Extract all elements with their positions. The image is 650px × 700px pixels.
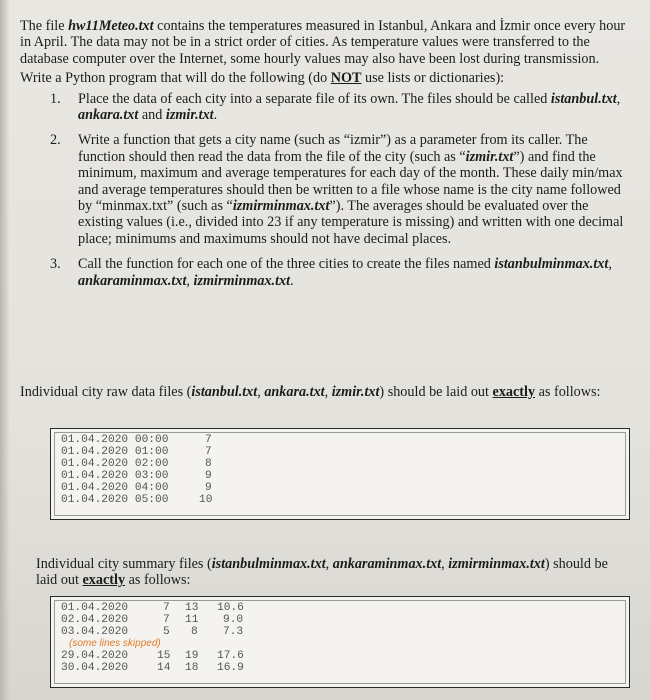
item-number: 3. [50, 256, 61, 273]
label-text: , [257, 384, 265, 400]
summary-files-label [36, 556, 630, 589]
item-text: , [608, 256, 612, 273]
summary-data-inner [54, 600, 626, 684]
filename: ankaraminmax.txt [78, 272, 187, 289]
item-text: . [213, 107, 218, 124]
item-text: Place the data of each city into a separate file of its own. The files should be called [78, 90, 551, 107]
data-filename: hw11Meteo.txt [68, 18, 154, 34]
label-text: , [324, 384, 332, 400]
item-text: ”). The averages should be evaluated over the existing values (i.e., divided into 23 if any temperature is missing) and written with one decimal place; minimums and maximums should not have decimal places. [78, 198, 624, 247]
list-item [20, 132, 636, 247]
item-text: Write a function that gets a city name (such as “izmir”) as a parameter from its caller. The function should then read the data from the file of the city (such as “ [78, 132, 588, 165]
raw-datetime: 01.04.2020 00:00 [61, 434, 169, 446]
summary-data-example [50, 596, 630, 688]
raw-value: 8 [205, 458, 212, 470]
filename: izmir.txt [331, 384, 380, 400]
summary-max: 19 [185, 650, 199, 662]
item-text: ”) and find the minimum, maximum and average temperatures for each day of the month. These daily min/max and average temperatures should then be written to a file whose name is the city name followed by “minmax.txt” (such as “ [78, 148, 623, 215]
filename: istanbul.txt [550, 90, 617, 107]
task-list [20, 91, 636, 289]
raw-value: 10 [199, 494, 213, 506]
raw-files-label [20, 384, 630, 400]
raw-datetime: 01.04.2020 01:00 [61, 446, 169, 458]
summary-avg: 16.9 [217, 662, 244, 674]
summary-date: 03.04.2020 [61, 626, 129, 638]
label-text: ) should be laid out [36, 556, 608, 589]
summary-avg: 7.3 [223, 626, 244, 638]
assignment-text [20, 18, 636, 298]
task-text-a: Write a Python program that will do the following (do [20, 70, 331, 87]
filename: istanbulminmax.txt [211, 556, 326, 572]
intro-paragraph [20, 18, 636, 67]
task-paragraph [20, 70, 636, 86]
intro-text-a: The file [20, 18, 69, 34]
raw-datetime: 01.04.2020 03:00 [61, 470, 169, 482]
summary-date: 02.04.2020 [61, 614, 129, 626]
summary-avg: 17.6 [217, 650, 244, 662]
summary-min: 5 [163, 626, 170, 638]
list-item [20, 256, 636, 289]
raw-datetime: 01.04.2020 05:00 [61, 494, 169, 506]
item-text: , [616, 90, 621, 107]
summary-max: 18 [185, 662, 199, 674]
summary-min: 15 [157, 650, 171, 662]
summary-min: 7 [163, 614, 170, 626]
raw-value: 9 [205, 470, 212, 482]
item-number: 1. [50, 90, 61, 107]
summary-avg: 9.0 [223, 614, 244, 626]
page-shadow [0, 0, 10, 700]
summary-date: 30.04.2020 [61, 662, 129, 674]
label-text: , [325, 556, 333, 572]
label-text: Individual city raw data files ( [20, 384, 192, 400]
filename: izmirminmax.txt [193, 272, 291, 289]
summary-min: 14 [157, 662, 171, 674]
list-item [20, 91, 636, 124]
filename: istanbulminmax.txt [494, 256, 609, 273]
label-text: ) should be laid out [379, 384, 493, 400]
filename: izmir.txt [465, 148, 514, 165]
summary-max: 13 [185, 602, 199, 614]
raw-value: 7 [205, 434, 212, 446]
summary-date: 01.04.2020 [61, 602, 129, 614]
raw-datetime: 01.04.2020 04:00 [61, 482, 169, 494]
item-number: 2. [50, 132, 61, 149]
summary-max: 8 [191, 626, 198, 638]
exactly-emphasis: exactly [492, 384, 536, 400]
label-text: as follows: [125, 572, 191, 589]
label-text: , [441, 556, 449, 572]
filename: ankara.txt [264, 384, 325, 400]
summary-max: 11 [185, 614, 199, 626]
filename: izmirminmax.txt [232, 198, 330, 215]
summary-avg: 10.6 [217, 602, 244, 614]
summary-date: 29.04.2020 [61, 650, 129, 662]
item-text: . [290, 272, 294, 289]
raw-datetime: 01.04.2020 02:00 [61, 458, 169, 470]
skipped-lines-note: (some lines skipped) [69, 638, 161, 649]
exactly-emphasis: exactly [82, 572, 126, 589]
filename: ankaraminmax.txt [332, 556, 442, 572]
raw-data-inner [54, 432, 626, 516]
filename: istanbul.txt [191, 384, 258, 400]
raw-data-example [50, 428, 630, 520]
item-text: and [138, 107, 166, 124]
filename: ankara.txt [78, 107, 139, 124]
task-text-b: use lists or dictionaries): [361, 70, 505, 87]
summary-min: 7 [163, 602, 170, 614]
item-text: Call the function for each one of the three cities to create the files named [78, 256, 495, 273]
intro-text-b: contains the temperatures measured in Istanbul, Ankara and İzmir once every hour in April. The data may not be in a strict order of cities. As temperature values were transferred to the database computer over the Internet, some hourly values may also have been lost during transmission. [20, 18, 626, 67]
not-emphasis: NOT [330, 70, 362, 87]
raw-value: 7 [205, 446, 212, 458]
filename: izmirminmax.txt [448, 556, 545, 572]
label-text: Individual city summary files ( [36, 556, 212, 572]
label-text: as follows: [535, 384, 601, 400]
raw-value: 9 [205, 482, 212, 494]
item-text: , [186, 272, 194, 289]
filename: izmir.txt [165, 107, 214, 124]
